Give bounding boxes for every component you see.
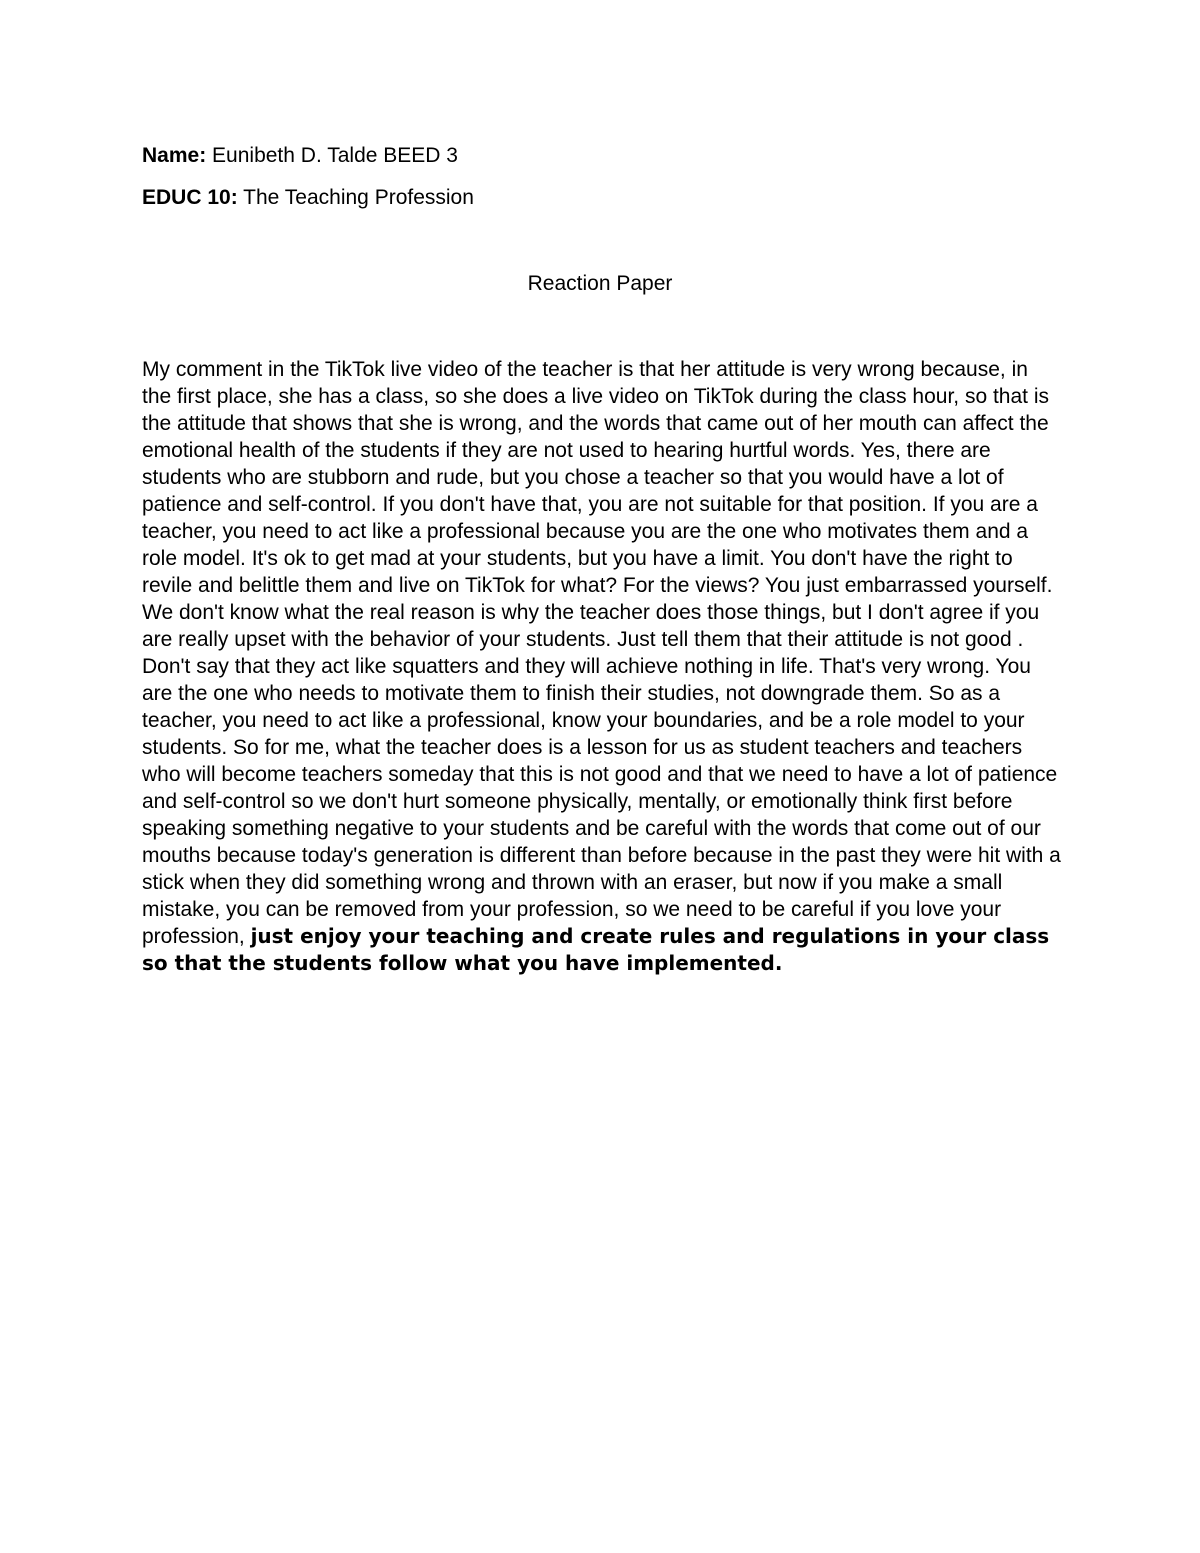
course-value: The Teaching Profession <box>237 186 474 209</box>
document-title: Reaction Paper <box>527 272 673 295</box>
course-label: EDUC 10: <box>142 186 238 209</box>
student-name-line <box>142 143 458 169</box>
name-label: Name: <box>142 144 207 167</box>
name-value: Eunibeth D. Talde BEED 3 <box>206 144 458 167</box>
body-paragraph <box>142 356 1062 977</box>
body-bold-text: just enjoy your teaching and create rules and regulations in your class so that the students follow what you have implemented. <box>142 924 1050 975</box>
course-line <box>142 185 474 211</box>
body-text: My comment in the TikTok live video of the teacher is that her attitude is very wrong because, in the first place, she has a class, so she does a live video on TikTok during the class hour, so that is the attitude that shows that she is wrong, and the words that came out of her mouth can affect the emotional health of the students if they are not used to hearing hurtful words. Yes, there are students who are stubborn and rude, but you chose a teacher so that you would have a lot of patience and self-control. If you don't have that, you are not suitable for that position. If you are a teacher, you need to act like a professional because you are the one who motivates them and a role model. It's ok to get mad at your students, but you have a limit. You don't have the right to revile and belittle them and live on TikTok for what? For the views? You just embarrassed yourself. We don't know what the real reason is why the teacher does those things, but I don't agree if you are really upset with the behavior of your students. Just tell them that their attitude is not good . Don't say that they act like squatters and they will achieve nothing in life. That's very wrong. You are the one who needs to motivate them to finish their studies, not downgrade them. So as a teacher, you need to act like a professional, know your boundaries, and be a role model to your students. So for me, what the teacher does is a lesson for us as student teachers and teachers who will become teachers someday that this is not good and that we need to have a lot of patience and self-control so we don't hurt someone physically, mentally, or emotionally think first before speaking something negative to your students and be careful with the words that come out of our mouths because today's generation is different than before because in the past they were hit with a stick when they did something wrong and thrown with an eraser, but now if you make a small mistake, you can be removed from your profession, so we need to be careful if you love your profession, <box>142 358 1061 948</box>
